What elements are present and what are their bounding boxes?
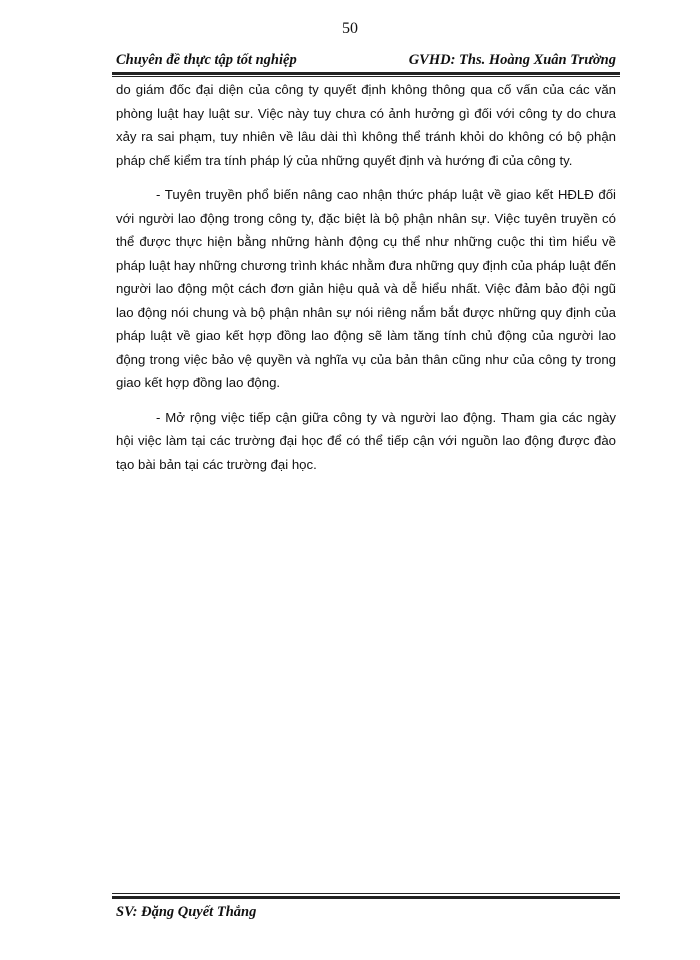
header-supervisor: GVHD: Ths. Hoàng Xuân Trường xyxy=(408,52,616,68)
page-header xyxy=(112,52,620,74)
footer-rule-thin xyxy=(112,893,620,894)
paragraph-continuation: do giám đốc đại diện của công ty quyết định không thông qua cố vấn của các văn phòng luật hay luật sư. Việc này tuy chưa có ảnh hưởng gì đối với công ty do chưa xảy ra sai phạm, tuy nhiên về lâu dài thì không thể tránh khỏi do không có bộ phận pháp chế kiểm tra tính pháp lý của những quyết định và hướng đi của công ty. xyxy=(116,82,616,168)
document-body xyxy=(116,78,616,487)
footer-student-name: SV: Đặng Quyết Thắng xyxy=(116,904,257,920)
page-number: 50 xyxy=(342,20,358,37)
footer-rule-thick xyxy=(112,896,620,899)
header-rule-thin xyxy=(112,76,620,77)
paragraph-recruitment-access: - Mở rộng việc tiếp cận giữa công ty và người lao động. Tham gia các ngày hội việc làm tại các trường đại học để có thể tiếp cận với nguồn lao động được đào tạo bài bản tại các trường đại học. xyxy=(116,409,616,472)
paragraph-legal-awareness: - Tuyên truyền phổ biến nâng cao nhận thức pháp luật về giao kết HĐLĐ đối với người lao động trong công ty, đặc biệt là bộ phận nhân sự. Việc tuyên truyền có thể được thực hiện bằng những hành động cụ thể như những cuộc thi tìm hiểu về pháp luật hay những chương trình khác nhằm đưa những quy định của pháp luật đến người lao động một cách đơn giản hiệu quả và dễ hiểu nhất. Việc đảm bảo đội ngũ lao động nói chung và bộ phận nhân sự nói riêng nắm bắt được những quy định của pháp luật về giao kết hợp đồng lao động sẽ làm tăng tính chủ động của người lao động trong việc bảo vệ quyền và nghĩa vụ của bản thân cũng như của công ty trong giao kết hợp đồng lao động. xyxy=(116,187,617,390)
header-course-title: Chuyên đề thực tập tốt nghiệp xyxy=(116,52,297,68)
header-rule-thick xyxy=(112,72,620,75)
